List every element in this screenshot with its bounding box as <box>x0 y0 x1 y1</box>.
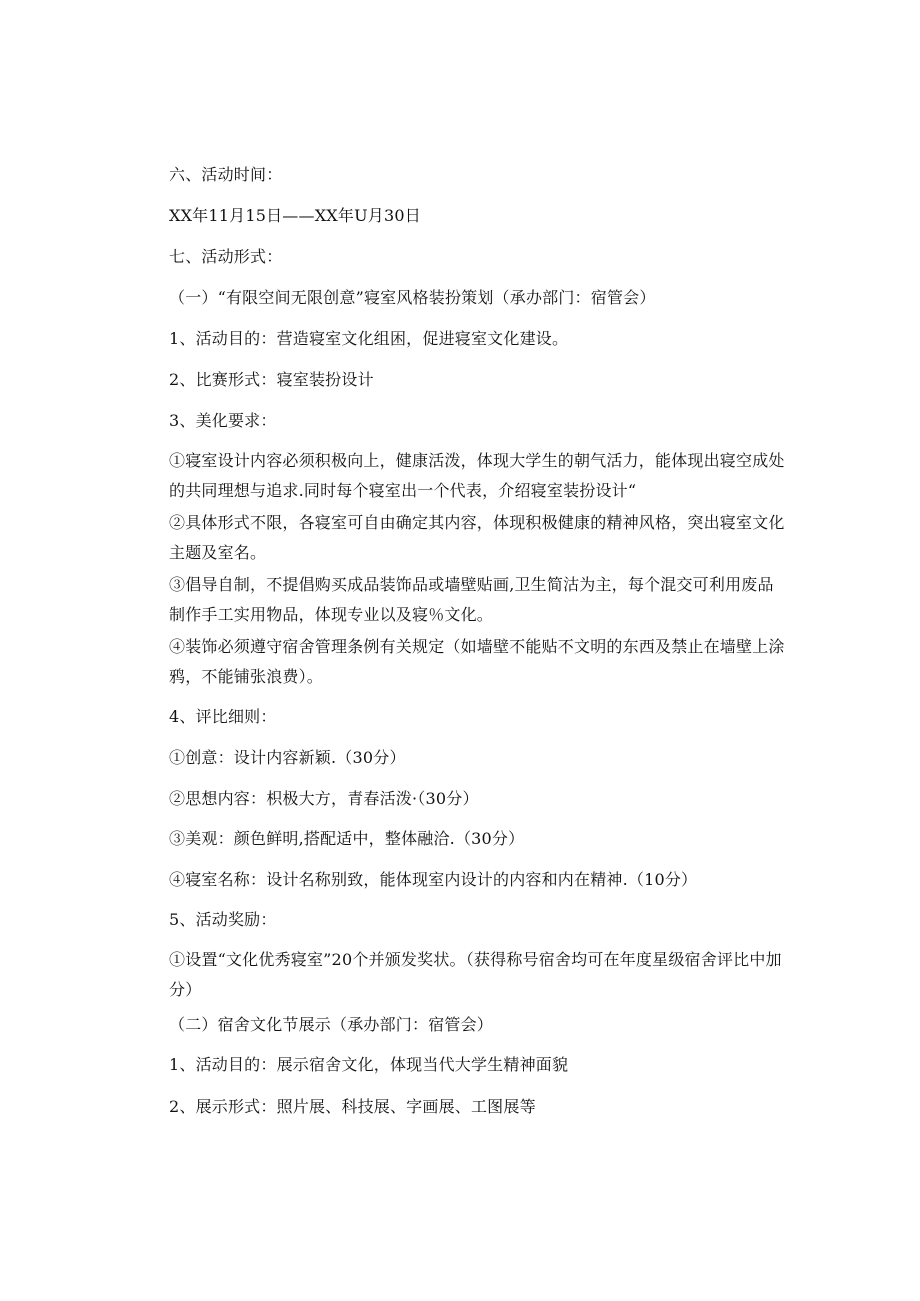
rule-room-name: ④寝室名称：设计名称别致，能体现室内设计的内容和内在精神.（10分） <box>169 870 698 889</box>
activity-date-range: XX年11月15日——XX年U月30日 <box>169 206 421 225</box>
festival-display-form: 2、展示形式：照片展、科技展、字画展、工图展等 <box>169 1097 536 1116</box>
requirement-1: ①寝室设计内容必须积极向上，健康活泼，体现大学生的朝气活力，能体现出寝空成处的共同理想与追求.同时每个寝室出一个代表，介绍寝室装扮设计“ <box>169 451 785 500</box>
item-competition-form: 2、比赛形式：寝室装扮设计 <box>169 370 374 389</box>
rule-appearance: ③美观：颜色鲜明,搭配适中，整体融洽.（30分） <box>169 829 525 848</box>
subsection-dorm-culture-festival: （二）宿舍文化节展示（承办部门：宿管会） <box>169 1015 494 1034</box>
festival-activity-purpose: 1、活动目的：展示宿舍文化，体现当代大学生精神面貌 <box>169 1055 569 1074</box>
subsection-dorm-decoration: （一）“有限空间无限创意”寝室风格装扮策划（承办部门：宿管会） <box>169 288 656 307</box>
requirement-3: ③倡导自制，不提倡购买成品装饰品或墙壁贴画,卫生简沽为主，每个混交可利用废品制作手工实用物品，体现专业以及寝％文化。 <box>169 575 774 624</box>
requirement-2: ②具体形式不限，各寝室可自由确定其内容，体现积极健康的精神风格，突出寝室文化主题及室名。 <box>169 513 785 562</box>
requirement-4: ④装饰必须遵守宿舍管理条例有关规定（如墙壁不能贴不文明的东西及禁止在墙壁上涂鸦，不能铺张浪费）。 <box>169 637 785 686</box>
item-activity-rewards: 5、活动奖励： <box>169 910 277 929</box>
section-heading-activity-time: 六、活动时间： <box>169 165 283 184</box>
item-activity-purpose: 1、活动目的：营造寝室文化组困，促进寝室文化建设。 <box>169 329 569 348</box>
reward-1: ①设置“文化优秀寝室”20个并颁发奖状。（获得称号宿舍均可在年度星级宿舍评比中加分） <box>169 950 782 999</box>
item-beautification-requirements: 3、美化要求： <box>169 411 277 430</box>
rule-creativity: ①创意：设计内容新颖.（30分） <box>169 748 406 767</box>
rule-content: ②思想内容：枳极大方，青春活泼·（30分） <box>169 789 479 808</box>
section-heading-activity-form: 七、活动形式： <box>169 247 283 266</box>
item-evaluation-rules: 4、评比细则： <box>169 707 277 726</box>
